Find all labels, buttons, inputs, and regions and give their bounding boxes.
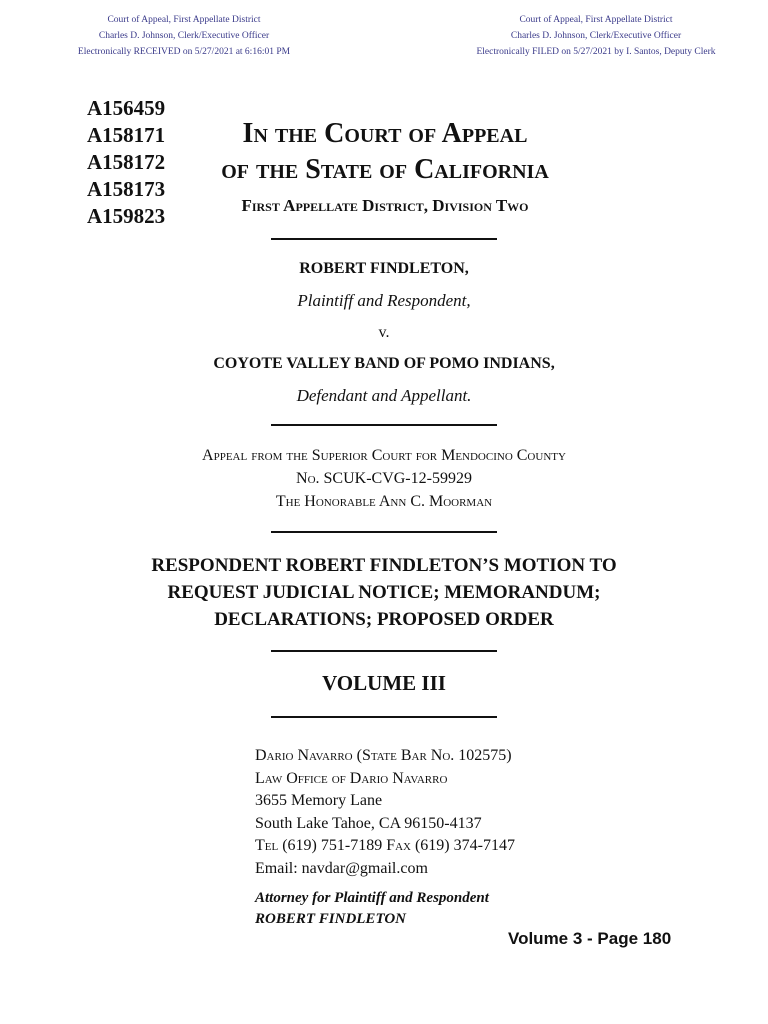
filed-stamp-date: Electronically FILED on 5/27/2021 by I. Santos, Deputy Clerk [476, 47, 716, 57]
divider-rule [271, 531, 497, 533]
motion-title-line3: DECLARATIONS; PROPOSED ORDER [214, 609, 554, 630]
attorney-for [255, 888, 489, 930]
defendant-role: Defendant and Appellant. [296, 386, 472, 405]
divider-rule [271, 238, 497, 240]
divider-rule [271, 650, 497, 652]
case-number: A159823 [87, 204, 166, 228]
counsel-name: Dario Navarro (State Bar No. 102575) [255, 747, 512, 764]
divider-rule [271, 716, 497, 718]
court-division: First Appellate District, Division Two [241, 196, 529, 215]
lower-court-judge: The Honorable Ann C. Moorman [275, 493, 493, 510]
court-title [170, 116, 600, 188]
received-stamp-date: Electronically RECEIVED on 5/27/2021 at 6:16:01 PM [77, 47, 291, 57]
attorney-for-client: ROBERT FINDLETON [255, 911, 406, 927]
motion-title-line1: RESPONDENT ROBERT FINDLETON’S MOTION TO [151, 555, 617, 576]
plaintiff-role: Plaintiff and Respondent, [297, 291, 471, 310]
received-stamp-clerk: Charles D. Johnson, Clerk/Executive Officer [98, 31, 270, 41]
case-number: A158172 [87, 150, 166, 174]
court-title-line1: In the Court of Appeal [242, 118, 528, 149]
counsel-city: South Lake Tahoe, CA 96150-4137 [255, 814, 482, 832]
counsel-email: Email: navdar@gmail.com [255, 859, 428, 877]
case-number: A158171 [87, 123, 166, 147]
counsel-firm: Law Office of Dario Navarro [255, 769, 448, 787]
counsel-block [255, 745, 515, 880]
filed-stamp [460, 12, 732, 60]
lower-court-appeal-from: Appeal from the Superior Court for Mendocino County [202, 447, 566, 464]
lower-court-case-number: No. SCUK-CVG-12-59929 [296, 470, 472, 487]
motion-title [84, 552, 684, 633]
filed-stamp-court: Court of Appeal, First Appellate District [519, 15, 673, 25]
attorney-for-role: Attorney for Plaintiff and Respondent [255, 890, 489, 906]
case-number: A158173 [87, 177, 166, 201]
case-number: A156459 [87, 96, 166, 120]
received-stamp [58, 12, 310, 60]
court-title-line2: of the State of California [221, 154, 549, 185]
plaintiff-name: ROBERT FINDLETON, [299, 260, 469, 277]
divider-rule [271, 424, 497, 426]
motion-title-line2: REQUEST JUDICIAL NOTICE; MEMORANDUM; [167, 582, 601, 603]
page-number: Volume 3 - Page 180 [508, 929, 672, 948]
lower-court-info [84, 444, 684, 513]
received-stamp-court: Court of Appeal, First Appellate District [107, 15, 261, 25]
counsel-phone: Tel (619) 751-7189 Fax (619) 374-7147 [255, 837, 515, 854]
counsel-street: 3655 Memory Lane [255, 792, 383, 809]
versus-label: v. [378, 324, 390, 341]
filed-stamp-clerk: Charles D. Johnson, Clerk/Executive Officer [510, 31, 682, 41]
volume-label: VOLUME III [322, 671, 446, 695]
defendant-name: COYOTE VALLEY BAND OF POMO INDIANS, [213, 355, 555, 372]
case-numbers [87, 95, 165, 230]
